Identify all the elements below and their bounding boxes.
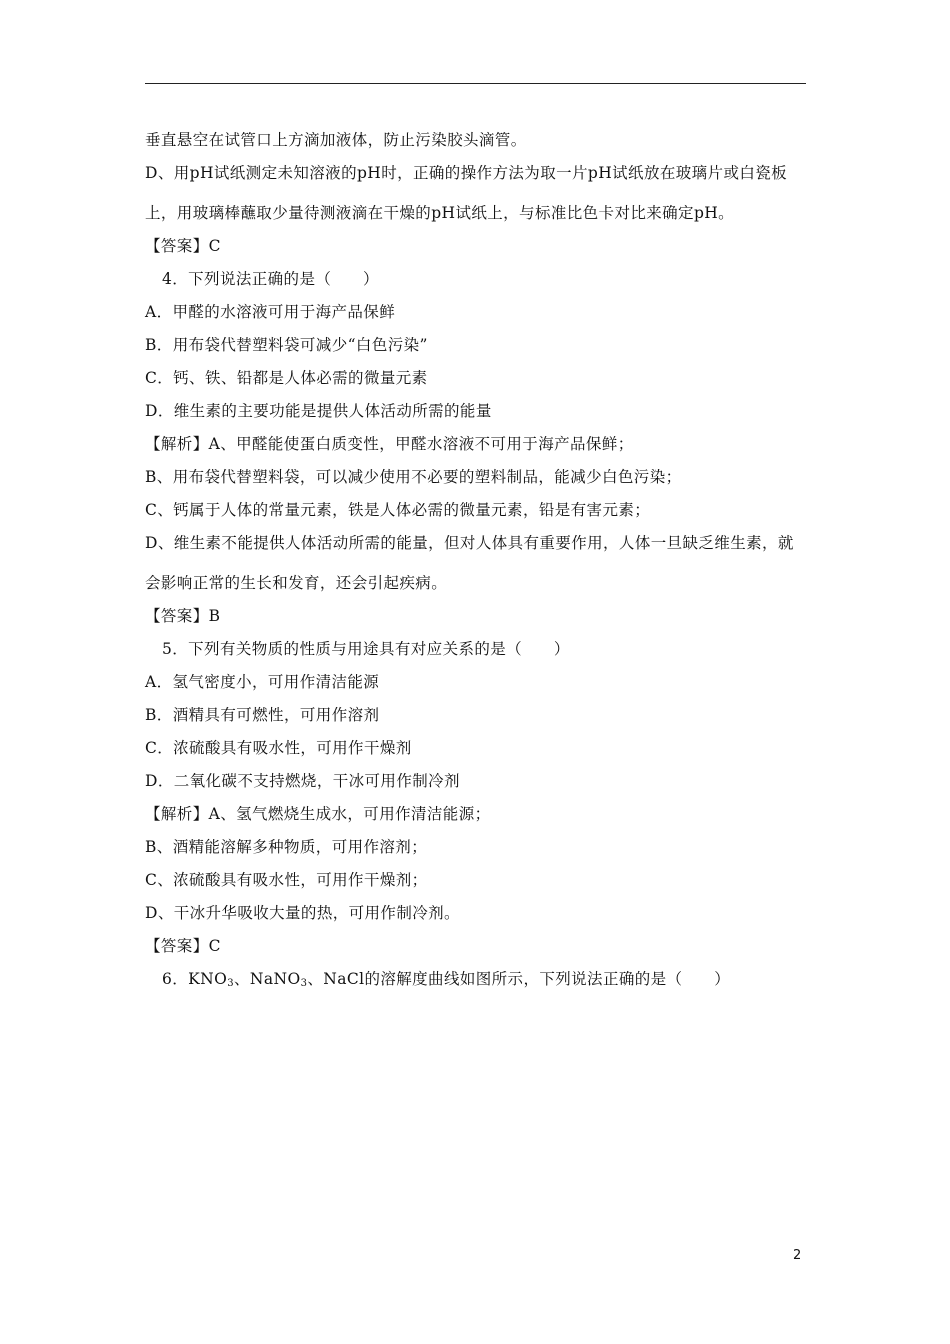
option-b: B．用布袋代替塑料袋可减少“白色污染” — [145, 336, 428, 354]
analysis-line: B、用布袋代替塑料袋，可以减少使用不必要的塑料制品，能减少白色污染； — [145, 468, 682, 486]
option-b: B．酒精具有可燃性，可用作溶剂 — [145, 706, 380, 724]
text-line: 垂直悬空在试管口上方滴加液体，防止污染胶头滴管。 — [145, 131, 527, 149]
question-6-mid: 、NaNO — [233, 970, 301, 988]
analysis-line: 会影响正常的生长和发育，还会引起疾病。 — [145, 574, 448, 592]
text-line: D、用pH试纸测定未知溶液的pH时，正确的操作方法为取一片pH试纸放在玻璃片或白瓷板 — [145, 164, 788, 182]
option-d: D．二氧化碳不支持燃烧，干冰可用作制冷剂 — [145, 772, 460, 790]
analysis-line: B、酒精能溶解多种物质，可用作溶剂； — [145, 838, 428, 856]
analysis-line: D、维生素不能提供人体活动所需的能量，但对人体具有重要作用，人体一旦缺乏维生素，就 — [145, 534, 794, 552]
page-number: 2 — [793, 1248, 802, 1263]
analysis-line: C、浓硫酸具有吸水性，可用作干燥剂； — [145, 871, 428, 889]
answer-line: 【答案】B — [145, 607, 221, 625]
question-6-prefix: 6．KNO — [162, 970, 228, 988]
analysis-line: 【解析】A、氢气燃烧生成水，可用作清洁能源； — [145, 805, 491, 823]
option-a: A．氢气密度小，可用作清洁能源 — [145, 673, 380, 691]
option-c: C．浓硫酸具有吸水性，可用作干燥剂 — [145, 739, 412, 757]
question-5: 5．下列有关物质的性质与用途具有对应关系的是（ ） — [162, 640, 570, 658]
subscript: 3 — [300, 978, 308, 989]
option-c: C．钙、铁、铅都是人体必需的微量元素 — [145, 369, 428, 387]
analysis-line: D、干冰升华吸收大量的热，可用作制冷剂。 — [145, 904, 460, 922]
option-a: A．甲醛的水溶液可用于海产品保鲜 — [145, 303, 396, 321]
question-4: 4．下列说法正确的是（ ） — [162, 270, 379, 288]
question-6 — [145, 963, 810, 996]
subscript: 3 — [227, 978, 234, 989]
header-rule — [145, 83, 806, 84]
answer-line: 【答案】C — [145, 937, 221, 955]
answer-line: 【答案】C — [145, 237, 221, 255]
analysis-line: C、钙属于人体的常量元素，铁是人体必需的微量元素，铅是有害元素； — [145, 501, 651, 519]
analysis-line: 【解析】A、甲醛能使蛋白质变性，甲醛水溶液不可用于海产品保鲜； — [145, 435, 634, 453]
option-d: D．维生素的主要功能是提供人体活动所需的能量 — [145, 402, 492, 420]
question-6-rest: 、NaCl的溶解度曲线如图所示，下列说法正确的是（ ） — [307, 970, 731, 988]
page-content — [145, 124, 810, 996]
text-line: 上，用玻璃棒蘸取少量待测液滴在干燥的pH试纸上，与标准比色卡对比来确定pH。 — [145, 204, 735, 222]
